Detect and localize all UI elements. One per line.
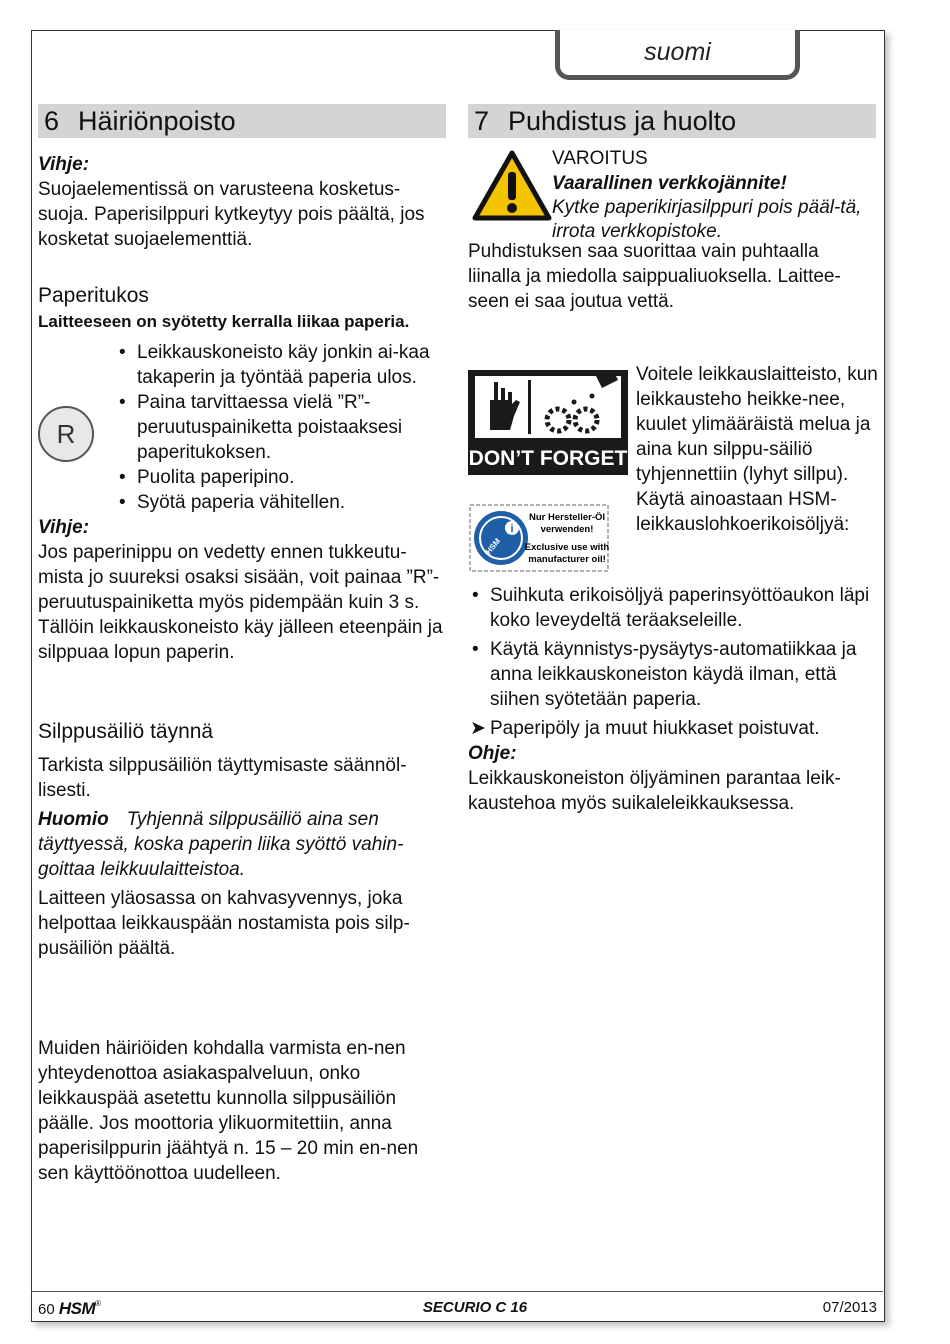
oil-label-text: manufacturer oil! bbox=[528, 554, 606, 565]
footer-date: 07/2013 bbox=[822, 1299, 877, 1316]
hint-text: Suojaelementissä on varusteena kosketus-suoja. Paperisilppuri kytkeytyy pois päältä, jos kosketat suojaelementtiä. bbox=[38, 179, 425, 250]
svg-text:i: i bbox=[510, 523, 514, 535]
list-item: • Paina tarvittaessa vielä ”R”-peruutuspainiketta poistaaksesi paperitukoksen. bbox=[115, 390, 446, 465]
list-item: • Suihkuta erikoisöljyä paperinsyöttöaukon läpi koko leveydeltä teräakseleille. bbox=[468, 583, 876, 633]
oil-instruction-text: Voitele leikkauslaitteisto, kun leikkausteho heikke-nee, kuulet ylimääräistä melua ja aina kun silppu-säiliö tyhjennettiin (lyhyt sillpu). bbox=[636, 364, 878, 485]
oil-only-text: Käytä ainoastaan HSM-leikkauslohkoerikoisöljyä: bbox=[636, 489, 850, 535]
oil-label-brand: HSM bbox=[483, 536, 503, 557]
note-text: Tyhjennä silppusäiliö aina sen täyttyessä, koska paperin liika syöttö vahin-goittaa leikkuulaitteistoa. bbox=[38, 809, 404, 880]
list-item: • Leikkauskoneisto käy jonkin ai-kaa takaperin ja työntää paperia ulos. bbox=[115, 340, 446, 390]
oil-label-text: verwenden! bbox=[540, 524, 594, 535]
warning-triangle-icon bbox=[472, 150, 552, 222]
left-column bbox=[38, 104, 446, 1186]
paperjam-heading: Paperitukos bbox=[38, 284, 149, 307]
bin-note bbox=[38, 807, 446, 882]
dont-forget-oil-icon bbox=[468, 370, 628, 475]
oil-label-text: Exclusive use with bbox=[524, 542, 609, 553]
r-reverse-button-icon: R bbox=[38, 406, 94, 462]
list-item: • Käytä käynnistys-pysäytys-automatiikkaa ja anna leikkauskoneiston käydä ilman, että siihen syötetään paperia. bbox=[468, 637, 876, 712]
hint-text: Jos paperinippu on vedetty ennen tukkeutu-mista jo suureksi osaksi sisään, voit painaa ”R”-peruutuspainiketta myös pidempään kuin 3 s. Tällöin leikkauskoneisto käy jälleen eteenpäin ja silppuaa lopun paperin. bbox=[38, 542, 443, 663]
section-title: Häiriönpoisto bbox=[78, 106, 236, 136]
hsm-oil-label-icon bbox=[469, 504, 609, 572]
oil-label-text: Nur Hersteller-Öl bbox=[528, 512, 606, 523]
warning-title: Vaarallinen verkkojännite! bbox=[552, 173, 787, 194]
oiling-steps bbox=[468, 583, 876, 712]
list-item: • Puolita paperipino. bbox=[115, 465, 446, 490]
section-number: 6 bbox=[44, 106, 60, 136]
other-faults-text: Muiden häiriöiden kohdalla varmista en-nen yhteydenottoa asiakaspalveluun, onko leikkauspää asetettu kunnolla silppusäiliön päälle. Jos moottoria ylikuormitettiin, anna paperisilppurin jäähtyä n. 15 – 20 min en-nen sen käyttöönottoa uudelleen. bbox=[38, 1038, 419, 1184]
list-item: • Syötä paperia vähitellen. bbox=[115, 490, 446, 515]
language-tab bbox=[555, 30, 800, 80]
hint-label: Vihje: bbox=[38, 154, 90, 175]
footer-divider bbox=[31, 1291, 883, 1292]
paperjam-steps bbox=[115, 340, 446, 515]
section-7-heading bbox=[468, 104, 876, 138]
section-number: 7 bbox=[474, 106, 490, 136]
result-text: Paperipöly ja muut hiukkaset poistuvat. bbox=[490, 718, 820, 739]
note-text: Leikkauskoneiston öljyäminen parantaa leik-kaustehoa myös suikaleleikkauksessa. bbox=[468, 768, 841, 814]
right-column bbox=[468, 104, 876, 816]
dont-forget-label: DON’T FORGET bbox=[468, 447, 628, 470]
cleaning-text: Puhdistuksen saa suorittaa vain puhtaalla liinalla ja miedolla saippualiuoksella. Laittee-seen ei saa joutua vettä. bbox=[468, 241, 841, 312]
hint-label: Vihje: bbox=[38, 517, 90, 538]
bin-check-text: Tarkista silppusäiliön täyttymisaste säännöl-lisesti. bbox=[38, 755, 407, 801]
warning-label: VAROITUS bbox=[552, 148, 648, 169]
note-label: Huomio bbox=[38, 809, 109, 830]
footer-model: SECURIO C 16 bbox=[422, 1299, 528, 1316]
hsm-logo: HSM bbox=[58, 1299, 96, 1318]
bin-full-heading: Silppusäiliö täynnä bbox=[38, 720, 214, 743]
result-line bbox=[468, 716, 876, 741]
warning-text: Kytke paperikirjasilppuri pois pääl-tä, irrota verkkopistoke. bbox=[552, 197, 862, 242]
paperjam-subheading: Laitteeseen on syötetty kerralla liikaa paperia. bbox=[38, 312, 410, 331]
handle-text: Laitteen yläosassa on kahvasyvennys, joka helpottaa leikkauspään nostamista pois silp-pusäiliön päältä. bbox=[38, 888, 410, 959]
note-label: Ohje: bbox=[468, 743, 517, 764]
arrow-right-icon: ➤ bbox=[470, 718, 486, 739]
footer-left: 60 HSM® bbox=[38, 1299, 102, 1318]
section-6-heading bbox=[38, 104, 446, 138]
section-title: Puhdistus ja huolto bbox=[508, 106, 737, 136]
page-number: 60 bbox=[38, 1301, 55, 1318]
language-label: suomi bbox=[644, 38, 711, 66]
